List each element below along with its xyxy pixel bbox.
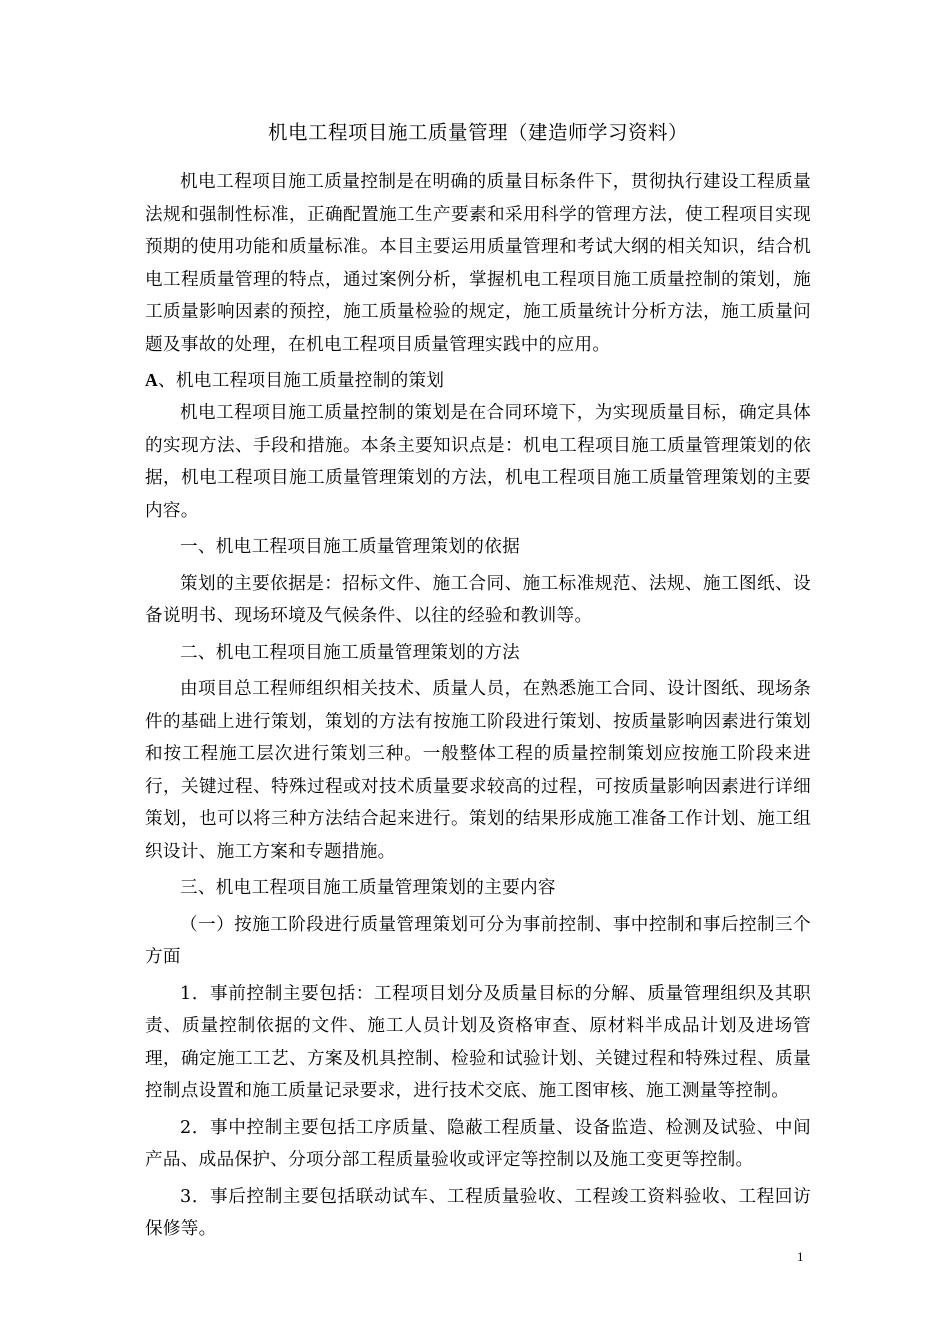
list-item-pre-control: 1．事前控制主要包括：工程项目划分及质量目标的分解、质量管理组织及其职责、质量控制依据的文件、施工人员计划及资格审查、原材料半成品计划及进场管理，确定施工工艺、方案及机具控制、检验和试验计划、关键过程和特殊过程、质量控制点设置和施工质量记录要求，进行技术交底、施工图审核、施工测量等控制。	[145, 983, 811, 1101]
heading-one: 一、机电工程项目施工质量管理策划的依据	[180, 537, 520, 557]
section-a-heading	[145, 365, 811, 397]
list-item-post-control: 3．事后控制主要包括联动试车、工程质量验收、工程竣工资料验收、工程回访保修等。	[145, 1186, 811, 1239]
heading-three: 三、机电工程项目施工质量管理策划的主要内容	[180, 878, 556, 898]
page-number: 1	[797, 1249, 804, 1264]
heading-two: 二、机电工程项目施工质量管理策划的方法	[180, 642, 520, 663]
section-a-prefix: A	[145, 370, 159, 390]
document-title: 机电工程项目施工质量管理（建造师学习资料）	[267, 121, 688, 144]
heading-one-paragraph: 策划的主要依据是：招标文件、施工合同、施工标准规范、法规、施工图纸、设备说明书、现场环境及气候条件、以往的经验和教训等。	[145, 573, 811, 626]
heading-two-paragraph: 由项目总工程师组织相关技术、质量人员，在熟悉施工合同、设计图纸、现场条件的基础上进行策划，策划的方法有按施工阶段进行策划、按质量影响因素进行策划和按工程施工层次进行策划三种。一般整体工程的质量控制策划应按施工阶段来进行，关键过程、特殊过程或对技术质量要求较高的过程，可按质量影响因素进行详细策划，也可以将三种方法结合起来进行。策划的结果形成施工准备工作计划、施工组织设计、施工方案和专题措施。	[145, 679, 811, 862]
section-a-paragraph: 机电工程项目施工质量控制的策划是在合同环境下，为实现质量目标，确定具体的实现方法、手段和措施。本条主要知识点是：机电工程项目施工质量管理策划的依据，机电工程项目施工质量管理策划的方法，机电工程项目施工质量管理策划的主要内容。	[145, 403, 811, 521]
subheading-pre-during-post: （一）按施工阶段进行质量管理策划可分为事前控制、事中控制和事后控制三个方面	[145, 914, 811, 967]
document-body	[145, 118, 811, 1246]
list-item-during-control: 2．事中控制主要包括工序质量、隐蔽工程质量、设备监造、检测及试验、中间产品、成品保护、分项分部工程质量验收或评定等控制以及施工变更等控制。	[145, 1117, 811, 1170]
intro-paragraph: 机电工程项目施工质量控制是在明确的质量目标条件下，贯彻执行建设工程质量法规和强制性标准，正确配置施工生产要素和采用科学的管理方法，使工程项目实现预期的使用功能和质量标准。本目主要运用质量管理和考试大纲的相关知识，结合机电工程质量管理的特点，通过案例分析，掌握机电工程项目施工质量控制的策划，施工质量影响因素的预控，施工质量检验的规定，施工质量统计分析方法，施工质量问题及事故的处理，在机电工程项目质量管理实践中的应用。	[145, 172, 811, 355]
section-a-title: 、机电工程项目施工质量控制的策划	[158, 371, 445, 391]
